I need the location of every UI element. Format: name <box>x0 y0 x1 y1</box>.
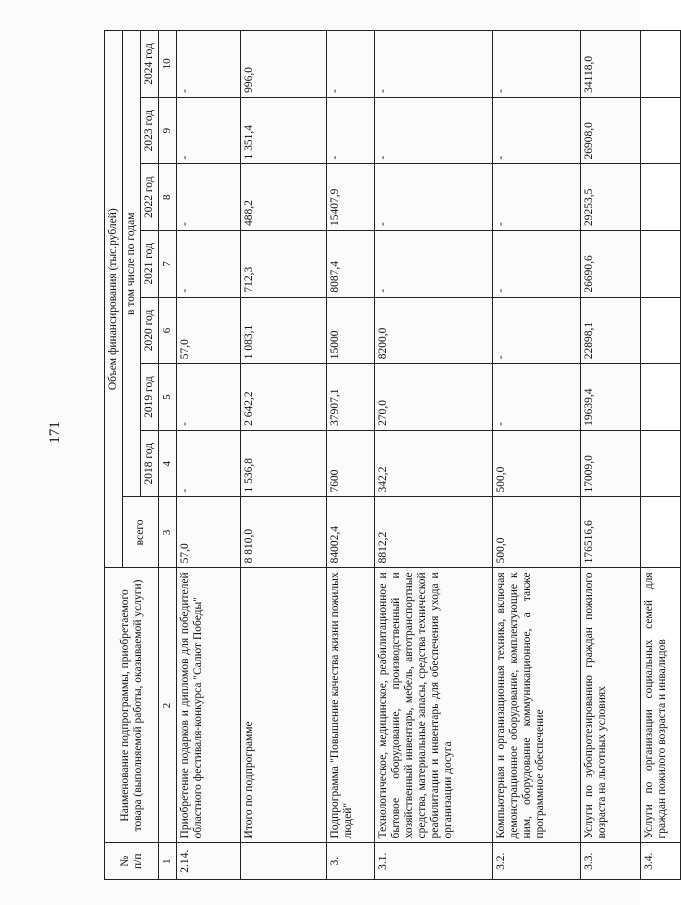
row-value: 2 642,2 <box>241 364 327 431</box>
column-index: 1 <box>159 843 177 880</box>
row-value: - <box>177 430 241 497</box>
row-value: 17009,0 <box>581 430 641 497</box>
row-value: 1 083,1 <box>241 297 327 364</box>
row-value: - <box>177 164 241 231</box>
row-value <box>641 364 681 431</box>
row-number: 3.4. <box>641 843 681 880</box>
row-value: - <box>327 31 375 98</box>
column-index: 9 <box>159 97 177 164</box>
row-value: 342,2 <box>375 430 493 497</box>
row-value: 57,0 <box>177 497 241 568</box>
row-number: 3.3. <box>581 843 641 880</box>
row-name: Подпрограмма "Повышение качества жизни пожилых людей" <box>327 568 375 843</box>
row-value: 270,0 <box>375 364 493 431</box>
header-year: 2018 год <box>141 430 159 497</box>
table-row <box>241 31 327 880</box>
row-value: - <box>327 97 375 164</box>
row-value: - <box>375 164 493 231</box>
row-value: 8812,2 <box>375 497 493 568</box>
row-name: Технологическое, медицинское, реабилитационное и бытовое оборудование, производственный и хозяйственный инвентарь, мебель, автотранспортные средства, материальные запасы, средства технической реабилитации и инвентарь для обеспечения ухода и организации досуга <box>375 568 493 843</box>
row-value: 500,0 <box>493 497 581 568</box>
column-index: 8 <box>159 164 177 231</box>
row-value <box>641 231 681 298</box>
row-value: - <box>493 297 581 364</box>
header-by-year: в том числе по годам <box>123 31 141 497</box>
row-name: Компьютерная и организационная техника, включая демонстрационное оборудование, комплектующие к ним, оборудование коммуникационное, а также программное обеспечение <box>493 568 581 843</box>
row-number: 2.14. <box>177 843 241 880</box>
row-value: - <box>177 31 241 98</box>
row-value: 37907,1 <box>327 364 375 431</box>
row-value: - <box>493 364 581 431</box>
header-year: 2023 год <box>141 97 159 164</box>
row-value: 1 536,8 <box>241 430 327 497</box>
row-value: 26908,0 <box>581 97 641 164</box>
row-value: - <box>177 97 241 164</box>
row-value: 22898,1 <box>581 297 641 364</box>
row-value: 15407,9 <box>327 164 375 231</box>
column-index: 4 <box>159 430 177 497</box>
row-number: 3. <box>327 843 375 880</box>
row-name: Итого по подпрограмме <box>241 568 327 843</box>
row-value: 8 810,0 <box>241 497 327 568</box>
column-index: 10 <box>159 31 177 98</box>
row-value <box>641 97 681 164</box>
page-number: 171 <box>46 421 63 444</box>
table-row <box>581 31 641 880</box>
row-value: 19639,4 <box>581 364 641 431</box>
row-value: 29253,5 <box>581 164 641 231</box>
table-row <box>177 31 241 880</box>
row-value: 996,0 <box>241 31 327 98</box>
rotated-table-container <box>104 30 668 880</box>
row-value: 712,3 <box>241 231 327 298</box>
row-value <box>641 297 681 364</box>
header-year: 2020 год <box>141 297 159 364</box>
row-value: - <box>493 97 581 164</box>
row-value <box>641 497 681 568</box>
row-name: Услуги по организации социальных семей для граждан пожилого возраста и инвалидов <box>641 568 681 843</box>
row-value: 8087,4 <box>327 231 375 298</box>
row-value: 8200,0 <box>375 297 493 364</box>
table-row <box>375 31 493 880</box>
row-number: 3.2. <box>493 843 581 880</box>
header-num: № п/п <box>105 843 159 880</box>
column-index: 3 <box>159 497 177 568</box>
header-year: 2024 год <box>141 31 159 98</box>
header-total: всего <box>123 497 159 568</box>
header-funding: Объем финансирования (тыс.рублей) <box>105 31 123 568</box>
column-index: 5 <box>159 364 177 431</box>
row-value: 57,0 <box>177 297 241 364</box>
row-value: - <box>375 97 493 164</box>
row-name: Услуги по зубопротезированию граждан пожилого возраста на льготных условиях <box>581 568 641 843</box>
row-value: 84002,4 <box>327 497 375 568</box>
row-value: 34118,0 <box>581 31 641 98</box>
header-index-row <box>159 31 177 880</box>
row-value: 488,2 <box>241 164 327 231</box>
funding-table <box>104 30 681 880</box>
row-value: - <box>493 231 581 298</box>
row-value: - <box>493 164 581 231</box>
table-row <box>493 31 581 880</box>
row-value: - <box>493 31 581 98</box>
table-row <box>641 31 681 880</box>
row-value: - <box>375 231 493 298</box>
row-value <box>641 164 681 231</box>
row-value: 7600 <box>327 430 375 497</box>
row-value: - <box>177 364 241 431</box>
column-index: 2 <box>159 568 177 843</box>
header-year: 2022 год <box>141 164 159 231</box>
row-value <box>641 430 681 497</box>
row-value: 15000 <box>327 297 375 364</box>
header-year: 2021 год <box>141 231 159 298</box>
header-year: 2019 год <box>141 364 159 431</box>
row-value: 500,0 <box>493 430 581 497</box>
row-name: Приобретение подарков и дипломов для победителей областного фестиваля-конкурса "Салют Победы" <box>177 568 241 843</box>
column-index: 7 <box>159 231 177 298</box>
table-body <box>177 31 681 880</box>
row-value: - <box>177 231 241 298</box>
row-value: 176516,6 <box>581 497 641 568</box>
row-number <box>241 843 327 880</box>
column-index: 6 <box>159 297 177 364</box>
header-name: Наименование подпрограммы, приобретаемого товара (выполняемой работы, оказываемой услуги) <box>105 568 159 843</box>
row-number: 3.1. <box>375 843 493 880</box>
table-row <box>327 31 375 880</box>
row-value <box>641 31 681 98</box>
row-value: - <box>375 31 493 98</box>
row-value: 26690,6 <box>581 231 641 298</box>
row-value: 1 351,4 <box>241 97 327 164</box>
